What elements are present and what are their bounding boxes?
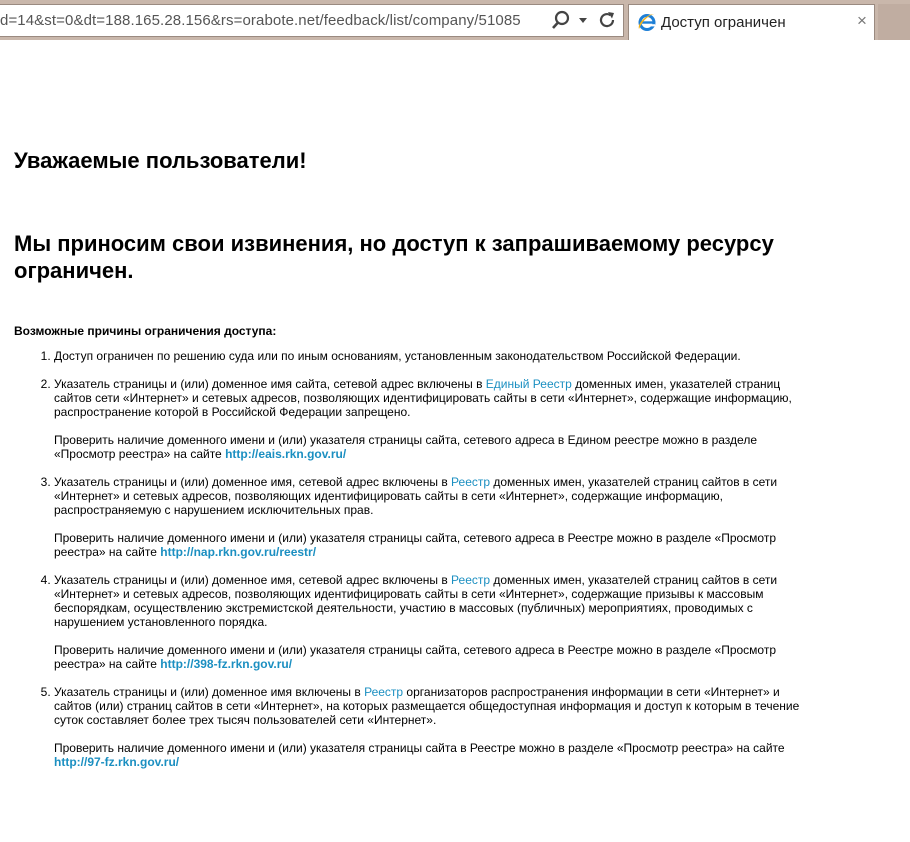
reason-item-1 [54,349,802,363]
reasons-list [14,349,802,783]
tab-title: Доступ ограничен [661,14,786,31]
registry-link-nap[interactable]: Реестр [451,475,491,489]
check-text: Проверить наличие доменного имени и (или) указателя страницы сайта, сетевого адреса в Едином реестре можно в разделе «Просмотр реестра» на сайте [54,433,757,461]
dropdown-icon[interactable] [572,9,594,31]
url-text[interactable]: d=14&st=0&dt=188.165.28.156&rs=orabote.net/feedback/list/company/51085 [0,12,521,29]
tab-active[interactable] [628,4,875,40]
reasons-label: Возможные причины ограничения доступа: [14,324,277,338]
reason-item-5 [54,685,802,769]
nap-link[interactable]: http://nap.rkn.gov.ru/reestr/ [160,545,317,559]
reason-text-after: доменных имен, указателей страниц сайтов сети «Интернет» и сетевых адресов, позволяющих идентифицировать сайты в сети «Интернет», содержащие информацию, распространение которой в Российской Федерации запрещено. [54,377,792,419]
check-text: Проверить наличие доменного имени и (или) указателя страницы сайта, сетевого адреса в Реестре можно в разделе «Просмотр реестра» на сайте [54,643,777,671]
reason-item-3 [54,475,802,559]
eais-link[interactable]: http://eais.rkn.gov.ru/ [225,447,347,461]
check-text: Проверить наличие доменного имени и (или) указателя страницы сайта в Реестре можно в разделе «Просмотр реестра» на сайте [54,741,785,755]
check-text: Проверить наличие доменного имени и (или) указателя страницы сайта, сетевого адреса в Реестре можно в разделе «Просмотр реестра» на сайте [54,531,777,559]
reason-text-before: Указатель страницы и (или) доменное имя, сетевой адрес включены в [54,475,452,489]
reason-item-2 [54,377,802,461]
page-title: Уважаемые пользователи! [14,148,307,173]
reason-text-before: Указатель страницы и (или) доменное имя, сетевой адрес включены в [54,573,452,587]
refresh-icon[interactable] [596,9,618,31]
reason-text-after: доменных имен, указателей страниц сайтов в сети «Интернет» и сетевых адресов, позволяющих идентифицировать сайты в сети «Интернет», содержащие информацию, распространяемую с нарушением исключительных прав. [54,475,778,517]
reason-text-before: Указатель страницы и (или) доменное имя включены в [54,685,365,699]
fz398-link[interactable]: http://398-fz.rkn.gov.ru/ [160,657,293,671]
new-tab-area[interactable] [878,4,910,40]
reason-text-before: Указатель страницы и (или) доменное имя сайта, сетевой адрес включены в [54,377,486,391]
address-bar[interactable] [0,4,624,37]
reason-text-after: организаторов распространения информации в сети «Интернет» и сайтов (или) страниц сайтов в сети «Интернет», на которых размещается общедоступная информация и доступ к которым в течение суток составляет более трех тысяч пользователей сети «Интернет». [54,685,800,727]
reason-text-after: доменных имен, указателей страниц сайтов в сети «Интернет» и сетевых адресов, позволяющих идентифицировать сайты в сети «Интернет», содержащие призывы к массовым беспорядкам, осуществлению экстремистской деятельности, участию в массовых (публичных) мероприятиях, проводимых с нарушением установленного порядка. [54,573,778,629]
close-icon[interactable]: × [857,11,867,30]
apology-heading: Мы приносим свои извинения, но доступ к запрашиваемому ресурсу ограничен. [14,231,774,283]
browser-chrome [0,0,910,40]
reason-item-4 [54,573,802,671]
fz97-link[interactable]: http://97-fz.rkn.gov.ru/ [54,755,180,769]
registry-link-398fz[interactable]: Реестр [451,573,491,587]
reason-text: Доступ ограничен по решению суда или по иным основаниям, установленным законодательством Российской Федерации. [54,349,741,363]
registry-link-97fz[interactable]: Реестр [364,685,404,699]
search-icon[interactable] [550,9,572,31]
ie-icon [636,11,658,33]
registry-link-unified[interactable]: Единый Реестр [485,377,572,391]
